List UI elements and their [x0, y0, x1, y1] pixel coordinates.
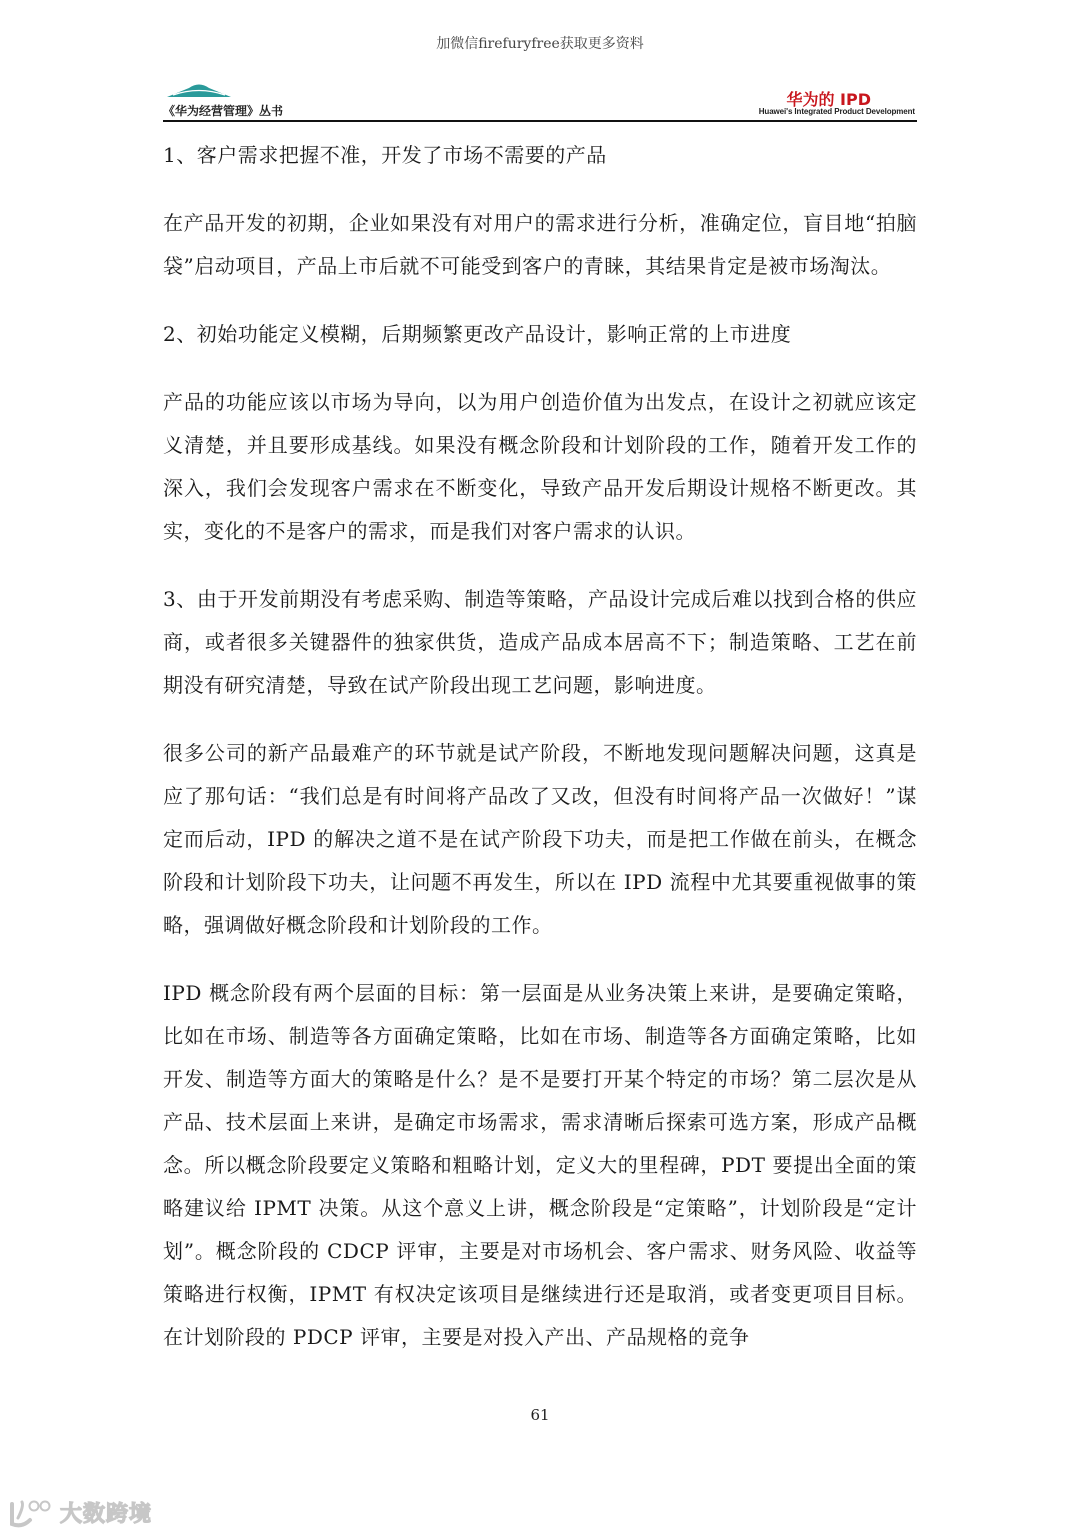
- body-paragraph: IPD 概念阶段有两个层面的目标：第一层面是从业务决策上来讲，是要确定策略，比如在市场、制造等各方面确定策略，比如在市场、制造等各方面确定策略，比如开发、制造等方面大的策略是什么？是不是要打开某个特定的市场？第二层次是从产品、技术层面上来讲，是确定市场需求，需求清晰后探索可选方案，形成产品概念。所以概念阶段要定义策略和粗略计划，定义大的里程碑，PDT 要提出全面的策略建议给 IPMT 决策。从这个意义上讲，概念阶段是“定策略”，计划阶段是“定计划”。概念阶段的 CDCP 评审，主要是对市场机会、客户需求、财务风险、收益等策略进行权衡，IPMT 有权决定该项目是继续进行还是取消，或者变更项目目标。在计划阶段的 PDCP 评审，主要是对投入产出、产品规格的竞争: [163, 981, 917, 1349]
- top-watermark-text: 加微信firefuryfree获取更多资料: [436, 36, 644, 52]
- page-number: 61: [530, 1406, 550, 1424]
- section-heading-2: 2、初始功能定义模糊，后期频繁更改产品设计，影响正常的上市进度: [163, 322, 792, 346]
- corner-watermark-text: 大数跨境: [60, 1502, 153, 1527]
- corner-watermark: [8, 1497, 152, 1528]
- body-paragraph-point-3: 3、由于开发前期没有考虑采购、制造等策略，产品设计完成后难以找到合格的供应商，或者很多关键器件的独家供货，造成产品成本居高不下；制造策略、工艺在前期没有研究清楚，导致在试产阶段出现工艺问题，影响进度。: [163, 587, 917, 697]
- mountain-logo-icon: [167, 80, 231, 98]
- body-paragraph: 在产品开发的初期，企业如果没有对用户的需求进行分析，准确定位，盲目地“拍脑袋”启动项目，产品上市后就不可能受到客户的青睐，其结果肯定是被市场淘汰。: [163, 211, 917, 278]
- book-brand-title: 华为的 IPD: [786, 90, 871, 109]
- dashu-logo-icon: [8, 1498, 54, 1528]
- header-divider: [163, 120, 917, 122]
- book-subtitle: Huawei's Integrated Product Development: [758, 107, 915, 116]
- series-title: 《华为经营管理》丛书: [163, 104, 284, 118]
- section-heading-1: 1、客户需求把握不准，开发了市场不需要的产品: [163, 143, 607, 167]
- page-header: [163, 78, 917, 122]
- document-body: [163, 134, 917, 1384]
- body-paragraph: 产品的功能应该以市场为导向，以为用户创造价值为出发点，在设计之初就应该定义清楚，并且要形成基线。如果没有概念阶段和计划阶段的工作，随着开发工作的深入，我们会发现客户需求在不断变化，导致产品开发后期设计规格不断更改。其实，变化的不是客户的需求，而是我们对客户需求的认识。: [163, 390, 917, 543]
- body-paragraph: 很多公司的新产品最难产的环节就是试产阶段，不断地发现问题解决问题，这真是应了那句话：“我们总是有时间将产品改了又改，但没有时间将产品一次做好！”谋定而后动，IPD 的解决之道不是在试产阶段下功夫，而是把工作做在前头，在概念阶段和计划阶段下功夫，让问题不再发生，所以在 IPD 流程中尤其要重视做事的策略，强调做好概念阶段和计划阶段的工作。: [163, 741, 917, 937]
